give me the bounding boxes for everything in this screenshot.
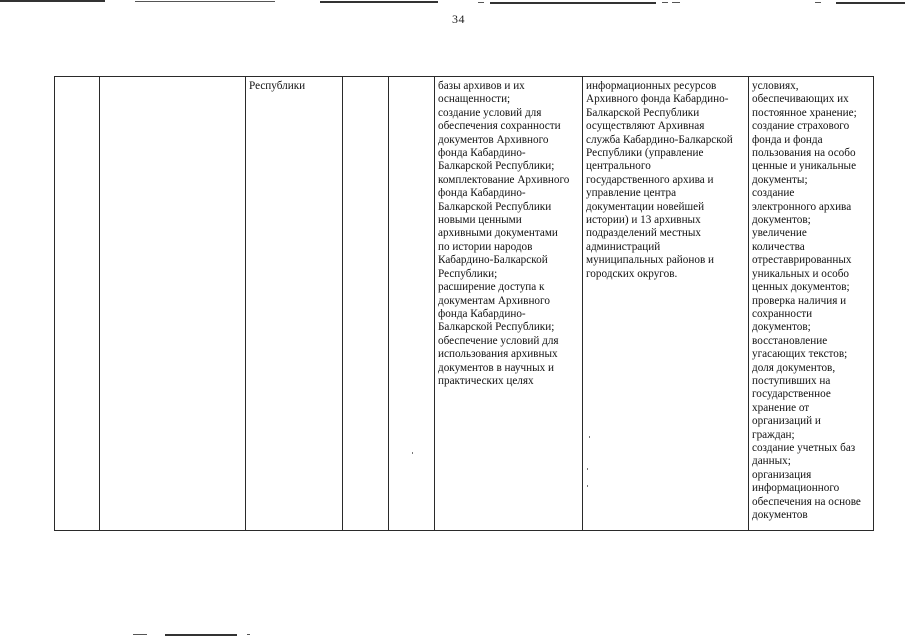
scan-speck (587, 485, 588, 487)
table-cell-organization: информационных ресурсов Архивного фонда Кабардино- Балкарской Республики осуществляют Архивная служба Кабардино-Балкарской Республики (управление центрального государственного архива и управление центра документации новейшей истории) и 13 архивных подразделений местных администраций муниципальных районов и городских округов. (583, 77, 749, 531)
table-cell-col-3: Республики (246, 77, 343, 531)
table-cell-col-2 (100, 77, 246, 531)
page-number: 34 (452, 12, 465, 26)
table-cell-col-1 (55, 77, 100, 531)
scan-edge-line (247, 634, 250, 635)
scan-edge-line (490, 2, 656, 4)
scan-edge-line (478, 2, 484, 3)
scan-speck (412, 452, 413, 454)
scan-edge-line (320, 1, 438, 3)
table-cell-indicators: условиях, обеспечивающих их постоянное хранение; создание страхового фонда и фонда пользования на особо ценные и уникальные документы; создание электронного архива документов; увеличение количества отреставрированных уникальных и особо ценных документов; проверка наличия и сохранности документов; восстановление угасающих текстов; доля документов, поступивших на государственное хранение от организаций и граждан; создание учетных баз данных; организация информационного обеспечения на основе документов (749, 77, 874, 531)
scan-edge-line (0, 0, 105, 2)
scan-edge-line (672, 2, 680, 3)
table-cell-col-4 (343, 77, 389, 531)
scan-edge-line (662, 2, 668, 3)
scan-edge-line (815, 2, 821, 3)
table-row (55, 77, 874, 531)
scan-edge-line (133, 634, 147, 635)
scan-speck (587, 468, 588, 470)
scan-speck (589, 436, 590, 438)
scan-edge-line (836, 2, 905, 4)
table-cell-tasks: базы архивов и их оснащенности; создание условий для обеспечения сохранности документов Архивного фонда Кабардино- Балкарской Республики; комплектование Архивного фонда Кабардино- Балкарской Республики новыми ценными архивными документами по истории народов Кабардино-Балкарской Республики; расширение доступа к документам Архивного фонда Кабардино- Балкарской Республики; обеспечение условий для использования архивных документов в научных и практических целях (435, 77, 583, 531)
scan-edge-line (165, 634, 237, 636)
document-table (54, 76, 874, 531)
scan-edge-line (135, 1, 275, 2)
table-cell-col-5 (389, 77, 435, 531)
